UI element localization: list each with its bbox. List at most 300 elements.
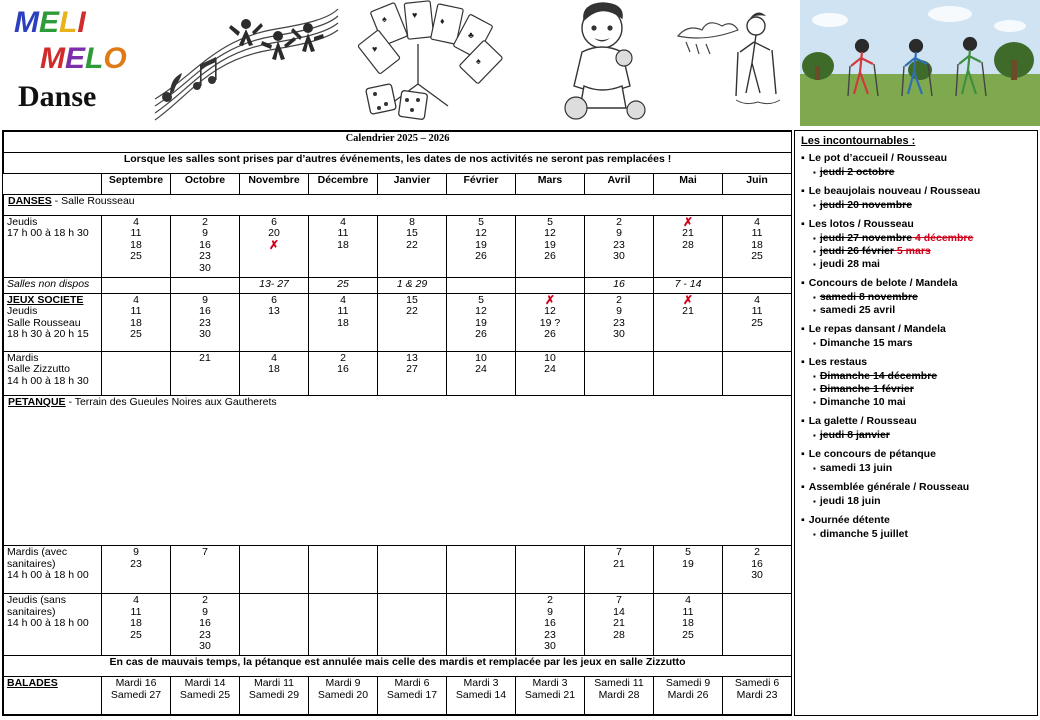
cell-petanque-jeudis-novembre — [240, 594, 309, 656]
date-value: 30 — [199, 328, 211, 341]
section-petanque-label: PETANQUE — [8, 395, 66, 408]
balade-cell-février — [447, 677, 516, 715]
cell-jeux-mardis-septembre — [102, 351, 171, 395]
section-petanque-suffix: - Terrain des Gueules Noires aux Gautherets — [65, 395, 277, 408]
panel-item-date: jeudi 2 octobre — [819, 166, 895, 178]
date-value: 10 — [475, 351, 487, 364]
date-value: 9 — [133, 546, 139, 559]
cell-jeux-jeudis-mai — [654, 293, 723, 351]
date-value: 23 — [199, 316, 211, 329]
month-header-novembre: Novembre — [240, 173, 309, 194]
date-value: 9 — [202, 227, 208, 240]
balade-cell-janvier — [378, 677, 447, 715]
month-header-mars: Mars — [516, 173, 585, 194]
row-label-line: Jeudis — [7, 215, 38, 228]
date-value: 7 — [616, 594, 622, 607]
cell-danses-jeudis-février — [447, 215, 516, 277]
cell-jeux-jeudis-janvier — [378, 293, 447, 351]
panel-item-date: jeudi 26 février — [819, 245, 894, 257]
date-value: 16 — [751, 557, 763, 570]
date-value: 21 — [199, 351, 211, 364]
panel-group-title: ▪ Les lotos / Rousseau — [801, 218, 1031, 231]
month-header-fevrier: Février — [447, 173, 516, 194]
date-value: 22 — [406, 305, 418, 318]
cell-jeux-jeudis-avril — [585, 293, 654, 351]
month-header-septembre: Septembre — [102, 173, 171, 194]
cell-petanque-jeudis-décembre — [309, 594, 378, 656]
cell-jeux-mardis-avril — [585, 351, 654, 395]
balade-date: Mardi 11 — [253, 677, 295, 690]
date-value: 25 — [130, 628, 142, 641]
panel-group-item — [813, 370, 1031, 383]
date-value: 19 ? — [539, 316, 561, 329]
table-row — [4, 215, 792, 277]
date-value: 18 — [268, 363, 280, 376]
table-row — [4, 546, 792, 594]
row-label-petanque-jeudis — [4, 594, 102, 656]
balade-date: Samedi 25 — [179, 688, 231, 701]
date-value: 30 — [751, 569, 763, 582]
panel-group-title: ▪ Le pot d’accueil / Rousseau — [801, 152, 1031, 165]
date-value: 12 — [475, 305, 487, 318]
panel-item-date: jeudi 20 novembre — [819, 199, 913, 211]
row-label-jeux-mardis — [4, 351, 102, 395]
balade-date: Samedi 6 — [734, 677, 780, 690]
balade-date: Samedi 14 — [455, 688, 507, 701]
cell-petanque-jeudis-mai — [654, 594, 723, 656]
svg-text:♥: ♥ — [412, 10, 418, 20]
cell-jeux-jeudis-mars — [516, 293, 585, 351]
date-value: 30 — [544, 640, 556, 653]
date-value: 24 — [475, 363, 487, 376]
date-value: 16 — [199, 238, 211, 251]
balade-date: Samedi 9 — [665, 677, 711, 690]
months-header-spacer — [4, 173, 102, 194]
date-value: 25 — [682, 628, 694, 641]
panel-group-item — [813, 462, 1031, 475]
date-value: 26 — [475, 328, 487, 341]
date-value: 9 — [202, 293, 208, 306]
date-value: 11 — [130, 605, 142, 618]
cell-jeux-mardis-janvier — [378, 351, 447, 395]
row-label-line: Salles non dispos — [7, 277, 90, 290]
page-title: Calendrier 2025 – 2026 — [4, 132, 792, 153]
cell-jeux-mardis-mars — [516, 351, 585, 395]
date-value: 12 — [544, 227, 556, 240]
row-label-salles-non-dispos — [4, 277, 102, 293]
cell-danses-jeudis-octobre — [171, 215, 240, 277]
cancel-x-icon: ✗ — [544, 292, 556, 307]
date-value: 23 — [199, 250, 211, 263]
balade-date: Mardi 9 — [325, 677, 361, 690]
date-value: 24 — [544, 363, 556, 376]
panel-group-item — [813, 166, 1031, 179]
row-label-line: Salle Rousseau — [7, 316, 81, 329]
table-row — [4, 594, 792, 656]
cancel-x-icon: ✗ — [268, 237, 280, 252]
balade-date: Samedi 27 — [110, 688, 162, 701]
date-value: 4 — [754, 293, 760, 306]
panel-group-title: ▪ Assemblée générale / Rousseau — [801, 481, 1031, 494]
date-value: 26 — [544, 250, 556, 263]
date-value: 11 — [130, 305, 142, 318]
balade-date: Mardi 6 — [394, 677, 430, 690]
date-value: 11 — [682, 605, 694, 618]
date-value: 28 — [682, 238, 694, 251]
balade-date: Mardi 26 — [667, 688, 709, 701]
cell-danses-jeudis-décembre — [309, 215, 378, 277]
balade-date: Mardi 23 — [736, 688, 778, 701]
cell-salles-non-dispos-novembre: 13- 27 — [240, 277, 309, 293]
balade-cell-novembre — [240, 677, 309, 715]
panel-group-item — [813, 304, 1031, 317]
date-value: 9 — [616, 227, 622, 240]
panel-item-date-alt: 5 mars — [893, 245, 931, 257]
date-value: 23 — [199, 628, 211, 641]
panel-group-title: ▪ Concours de belote / Mandela — [801, 277, 1031, 290]
cell-jeux-mardis-mai — [654, 351, 723, 395]
date-value: 6 — [271, 215, 277, 228]
date-value: 25 — [130, 328, 142, 341]
date-value: 19 — [544, 238, 556, 251]
cell-jeux-jeudis-septembre — [102, 293, 171, 351]
panel-item-date: jeudi 8 janvier — [819, 429, 890, 441]
cancel-x-icon: ✗ — [682, 214, 694, 229]
date-value: 12 — [475, 227, 487, 240]
logo-line-2: MELO — [40, 42, 127, 75]
row-label-line: Salle Zizzutto — [7, 363, 71, 376]
section-danses-label: DANSES — [8, 194, 52, 207]
section-header-danses — [4, 194, 792, 215]
balades-row — [4, 677, 792, 715]
date-value: 5 — [685, 546, 691, 559]
cell-jeux-mardis-décembre — [309, 351, 378, 395]
panel-group-item — [813, 495, 1031, 508]
date-value: 9 — [547, 605, 553, 618]
panel-item-date: samedi 13 juin — [819, 462, 893, 474]
balade-cell-mars — [516, 677, 585, 715]
cell-petanque-mardis-novembre — [240, 546, 309, 594]
cell-petanque-mardis-juin — [723, 546, 792, 594]
balade-date: Mardi 3 — [463, 677, 499, 690]
month-header-avril: Avril — [585, 173, 654, 194]
cell-petanque-jeudis-septembre — [102, 594, 171, 656]
cell-jeux-mardis-octobre — [171, 351, 240, 395]
panel-item-date: samedi 8 novembre — [819, 291, 918, 303]
date-value: 2 — [340, 351, 346, 364]
date-value: 7 — [202, 546, 208, 559]
cell-petanque-mardis-mai — [654, 546, 723, 594]
hiking-photo — [800, 0, 1040, 126]
date-value: 21 — [613, 617, 625, 630]
date-value: 21 — [682, 305, 694, 318]
date-value: 9 — [202, 605, 208, 618]
months-header-row — [4, 173, 792, 194]
svg-text:♠: ♠ — [476, 56, 481, 66]
cell-petanque-jeudis-février — [447, 594, 516, 656]
panel-groups — [801, 152, 1031, 541]
balade-date: Samedi 21 — [524, 688, 576, 701]
date-value: 21 — [682, 227, 694, 240]
cell-petanque-mardis-octobre — [171, 546, 240, 594]
cell-danses-jeudis-mars — [516, 215, 585, 277]
section-danses-suffix: - Salle Rousseau — [51, 194, 135, 207]
svg-text:♦: ♦ — [440, 16, 445, 26]
date-value: 18 — [130, 238, 142, 251]
balade-cell-décembre — [309, 677, 378, 715]
cell-danses-jeudis-avril — [585, 215, 654, 277]
date-value: 18 — [337, 316, 349, 329]
date-value: 2 — [202, 594, 208, 607]
balade-date: Mardi 16 — [115, 677, 157, 690]
balade-date: Samedi 11 — [594, 677, 644, 690]
date-value: 14 — [613, 605, 625, 618]
panel-group-title: ▪ La galette / Rousseau — [801, 415, 1031, 428]
cell-petanque-mardis-mars — [516, 546, 585, 594]
date-value: 23 — [613, 238, 625, 251]
section-header-petanque — [4, 395, 792, 546]
date-value: 12 — [544, 305, 556, 318]
cancel-x-icon: ✗ — [682, 292, 694, 307]
balade-cell-juin — [723, 677, 792, 715]
cell-petanque-jeudis-janvier — [378, 594, 447, 656]
row-label-line: 14 h 00 à 18 h 00 — [7, 617, 89, 630]
balade-cell-mai — [654, 677, 723, 715]
section-danses-row — [4, 194, 792, 215]
logo-line-1: MELI — [14, 6, 86, 39]
panel-item-date: Dimanche 1 février — [819, 383, 914, 395]
date-value: 18 — [130, 617, 142, 630]
balade-date: Mardi 3 — [532, 677, 568, 690]
section-petanque-row — [4, 395, 792, 546]
row-label-danses-jeudis — [4, 215, 102, 277]
balade-date: Mardi 14 — [184, 677, 226, 690]
date-value: 4 — [133, 293, 139, 306]
panel-item-date: jeudi 28 mai — [819, 258, 880, 270]
date-value: 2 — [547, 594, 553, 607]
panel-group-title: ▪ Les restaus — [801, 356, 1031, 369]
balade-cell-octobre — [171, 677, 240, 715]
date-value: 18 — [130, 316, 142, 329]
panel-group — [801, 152, 1031, 179]
panel-group-item — [813, 429, 1031, 442]
row-label-line: sanitaires) — [7, 605, 56, 618]
petanque-player-illustration — [540, 0, 680, 128]
date-value: 30 — [199, 640, 211, 653]
cell-petanque-jeudis-juin — [723, 594, 792, 656]
cell-salles-non-dispos-décembre: 25 — [309, 277, 378, 293]
date-value: 4 — [754, 215, 760, 228]
cell-jeux-jeudis-novembre — [240, 293, 309, 351]
date-value: 21 — [613, 557, 625, 570]
date-value: 9 — [616, 305, 622, 318]
panel-group — [801, 448, 1031, 475]
date-value: 5 — [547, 215, 553, 228]
note-row — [4, 152, 792, 173]
balade-date: Samedi 20 — [317, 688, 369, 701]
panel-group-item — [813, 396, 1031, 409]
balade-date: Samedi 29 — [248, 688, 300, 701]
date-value: 18 — [682, 617, 694, 630]
panel-item-date: Dimanche 10 mai — [819, 396, 906, 408]
cell-salles-non-dispos-mars — [516, 277, 585, 293]
panel-group-item — [813, 383, 1031, 396]
logo-line-3: Danse — [18, 80, 97, 113]
balades-label: BALADES — [4, 677, 102, 715]
date-value: 16 — [199, 617, 211, 630]
date-value: 4 — [340, 215, 346, 228]
panel-item-date-alt: 4 décembre — [912, 232, 974, 244]
cell-salles-non-dispos-avril: 16 — [585, 277, 654, 293]
walker-illustration — [672, 0, 802, 128]
panel-item-date: jeudi 27 novembre — [819, 232, 913, 244]
date-value: 11 — [751, 305, 763, 318]
date-value: 30 — [613, 328, 625, 341]
panel-item-date: Dimanche 14 décembre — [819, 370, 938, 382]
cell-jeux-jeudis-février — [447, 293, 516, 351]
date-value: 27 — [406, 363, 418, 376]
date-value: 16 — [337, 363, 349, 376]
month-header-juin: Juin — [723, 173, 792, 194]
panel-group-title: ▪ Le beaujolais nouveau / Rousseau — [801, 185, 1031, 198]
cell-jeux-jeudis-décembre — [309, 293, 378, 351]
date-value: 11 — [751, 227, 763, 240]
calendar-note: Lorsque les salles sont prises par d’autres événements, les dates de nos activités ne seront pas remplacées ! — [4, 152, 792, 173]
panel-item-date: Dimanche 15 mars — [819, 337, 913, 349]
date-value: 25 — [130, 250, 142, 263]
row-label-petanque-mardis — [4, 546, 102, 594]
cards-dice-illustration — [348, 0, 538, 128]
date-value: 2 — [616, 215, 622, 228]
date-value: 5 — [478, 215, 484, 228]
cell-salles-non-dispos-mai: 7 - 14 — [654, 277, 723, 293]
panel-group-item — [813, 258, 1031, 271]
cell-salles-non-dispos-février — [447, 277, 516, 293]
panel-group-item — [813, 245, 1031, 258]
calendar-rows — [4, 215, 792, 656]
cell-salles-non-dispos-septembre — [102, 277, 171, 293]
date-value: 30 — [613, 250, 625, 263]
panel-group-item — [813, 337, 1031, 350]
row-label-line: Mardis (avec — [7, 546, 68, 559]
row-label-line: Jeudis (sans — [7, 594, 66, 607]
balade-date: Mardi 28 — [598, 688, 640, 701]
date-value: 15 — [406, 227, 418, 240]
date-value: 22 — [406, 238, 418, 251]
month-header-decembre: Décembre — [309, 173, 378, 194]
date-value: 18 — [751, 238, 763, 251]
date-value: 19 — [475, 316, 487, 329]
date-value: 28 — [613, 628, 625, 641]
cell-petanque-mardis-janvier — [378, 546, 447, 594]
panel-item-date: jeudi 18 juin — [819, 495, 881, 507]
cell-danses-jeudis-novembre — [240, 215, 309, 277]
cell-danses-jeudis-mai — [654, 215, 723, 277]
cell-petanque-mardis-avril — [585, 546, 654, 594]
date-value: 2 — [754, 546, 760, 559]
cell-petanque-jeudis-mars — [516, 594, 585, 656]
section-jeux-label: JEUX SOCIETE — [7, 293, 84, 306]
panel-item-date: samedi 25 avril — [819, 304, 896, 316]
date-value: 2 — [202, 215, 208, 228]
date-value: 25 — [751, 316, 763, 329]
row-label-line: sanitaires) — [7, 557, 56, 570]
date-value: 13 — [406, 351, 418, 364]
table-row — [4, 277, 792, 293]
logo-meli-melo-danse — [8, 4, 148, 124]
cell-salles-non-dispos-janvier: 1 & 29 — [378, 277, 447, 293]
row-label-line: 14 h 00 à 18 h 00 — [7, 569, 89, 582]
cell-jeux-jeudis-juin — [723, 293, 792, 351]
panel-group — [801, 481, 1031, 508]
date-value: 19 — [682, 557, 694, 570]
row-label-line: Jeudis — [7, 305, 38, 318]
header-banner — [0, 0, 1040, 128]
table-row — [4, 293, 792, 351]
panel-group-title: ▪ Le repas dansant / Mandela — [801, 323, 1031, 336]
panel-item-date: dimanche 5 juillet — [819, 528, 908, 540]
date-value: 11 — [130, 227, 142, 240]
cell-petanque-mardis-décembre — [309, 546, 378, 594]
date-value: 26 — [544, 328, 556, 341]
row-label-line: 18 h 30 à 20 h 15 — [7, 328, 89, 341]
incontournables-panel — [794, 130, 1038, 716]
panel-group — [801, 277, 1031, 317]
balade-date: Samedi 17 — [386, 688, 438, 701]
cell-danses-jeudis-janvier — [378, 215, 447, 277]
cell-danses-jeudis-juin — [723, 215, 792, 277]
month-header-janvier: Janvier — [378, 173, 447, 194]
cell-petanque-jeudis-avril — [585, 594, 654, 656]
row-label-line: 14 h 00 à 18 h 30 — [7, 374, 89, 387]
table-row — [4, 351, 792, 395]
date-value: 4 — [340, 293, 346, 306]
date-value: 13 — [268, 305, 280, 318]
petanque-weather-note: En cas de mauvais temps, la pétanque est annulée mais celle des mardis et remplacée par les jeux en salle Zizzutto — [4, 656, 792, 677]
date-value: 11 — [337, 227, 349, 240]
svg-text:♥: ♥ — [372, 44, 378, 54]
panel-group-item — [813, 199, 1031, 212]
date-value: 25 — [751, 250, 763, 263]
panel-group — [801, 356, 1031, 409]
svg-text:♣: ♣ — [468, 30, 474, 40]
date-value: 11 — [337, 305, 349, 318]
panel-group — [801, 185, 1031, 212]
date-value: 16 — [544, 617, 556, 630]
title-row — [4, 132, 792, 153]
date-value: 4 — [271, 351, 277, 364]
date-value: 2 — [616, 293, 622, 306]
panel-group-title: ▪ Journée détente — [801, 514, 1031, 527]
date-value: 16 — [199, 305, 211, 318]
panel-group-title: ▪ Le concours de pétanque — [801, 448, 1031, 461]
month-header-octobre: Octobre — [171, 173, 240, 194]
cell-petanque-jeudis-octobre — [171, 594, 240, 656]
date-value: 4 — [133, 215, 139, 228]
balade-cell-avril — [585, 677, 654, 715]
date-value: 7 — [616, 546, 622, 559]
date-value: 19 — [475, 238, 487, 251]
date-value: 23 — [130, 557, 142, 570]
cell-salles-non-dispos-juin — [723, 277, 792, 293]
calendar-table — [3, 131, 792, 715]
cell-jeux-jeudis-octobre — [171, 293, 240, 351]
row-label-jeux-jeudis — [4, 293, 102, 351]
month-header-mai: Mai — [654, 173, 723, 194]
row-label-line: Mardis — [7, 351, 39, 364]
date-value: 18 — [337, 238, 349, 251]
date-value: 26 — [475, 250, 487, 263]
